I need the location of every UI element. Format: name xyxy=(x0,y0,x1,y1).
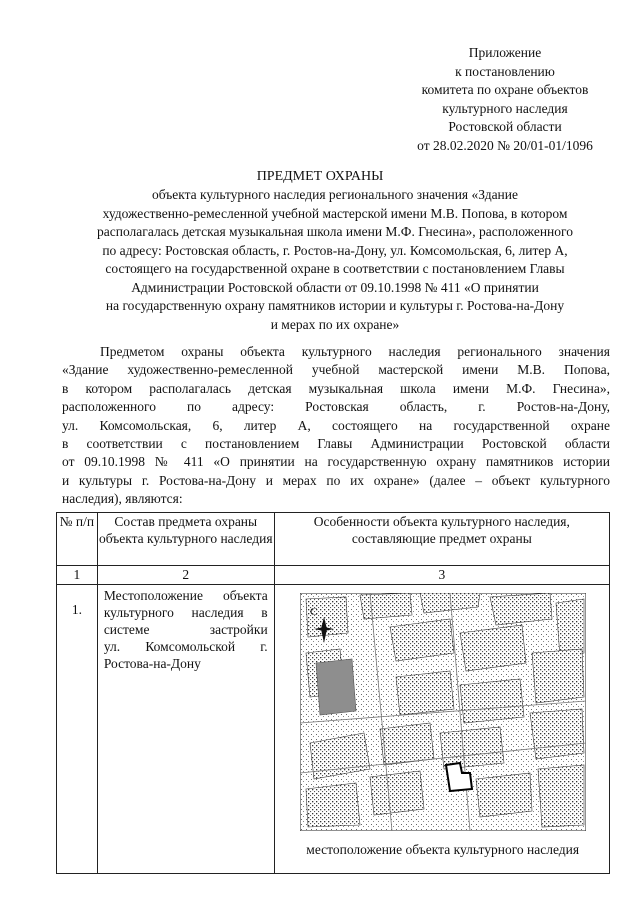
location-map xyxy=(300,593,586,831)
body-paragraph xyxy=(62,343,610,509)
body-line: и культуры г. Ростова-на-Дону и мерах по их охране» (далее – объект культурного xyxy=(62,472,610,488)
column-number-row xyxy=(57,566,610,585)
row-features xyxy=(274,585,609,874)
subject-line: культурного наследия в xyxy=(103,605,268,620)
appendix-line: Приложение xyxy=(468,45,542,60)
body-line: «Здание художественно-ремесленной учебной мастерской имени М.В. Попова, xyxy=(62,362,610,378)
body-line: наследия), являются: xyxy=(62,491,183,507)
body-line: от 09.10.1998 № 411 «О принятии на государственную охрану памятников истории xyxy=(62,454,610,470)
north-label: С xyxy=(309,606,318,618)
protection-table xyxy=(56,512,610,874)
body-line: в котором располагалась детская музыкальная школа имени М.Ф. Гнесина», xyxy=(62,380,610,396)
appendix-line: к постановлению xyxy=(455,63,555,79)
appendix-line: Ростовской области xyxy=(448,119,562,134)
highlighted-building xyxy=(316,659,356,715)
document-title: ПРЕДМЕТ ОХРАНЫ xyxy=(256,169,384,184)
column-number: 2 xyxy=(97,566,274,585)
table-row xyxy=(57,585,610,874)
document-subtitle xyxy=(60,186,610,334)
subtitle-line: художественно-ремесленной учебной мастерской имени М.В. Попова, в котором xyxy=(102,205,568,221)
table-header-row xyxy=(57,513,610,566)
subtitle-line: объекта культурного наследия регионального значения «Здание xyxy=(151,187,519,202)
body-line: Предметом охраны объекта культурного наследия регионального значения xyxy=(100,344,610,359)
subject-line: Ростова-на-Дону xyxy=(103,656,201,671)
body-line: расположенного по адресу: Ростовская область, г. Ростов-на-Дону, xyxy=(62,399,610,415)
column-number: 3 xyxy=(274,566,609,585)
appendix-line: комитета по охране объектов xyxy=(421,82,589,97)
header-number: № п/п xyxy=(57,513,98,566)
subtitle-line: состоящего на государственной охране в соответствии с постановлением Главы xyxy=(105,261,565,276)
map-caption: местоположение объекта культурного наследия xyxy=(306,842,580,857)
appendix-line: культурного наследия xyxy=(442,100,568,116)
location-map-svg xyxy=(300,593,586,831)
body-line: ул. Комсомольская, 6, литер А, состоящего на государственной охране xyxy=(62,417,610,433)
subtitle-line: и мерах по их охране» xyxy=(270,316,400,332)
row-number: 1. xyxy=(57,585,98,874)
subject-line: Местоположение объекта xyxy=(103,588,268,603)
appendix-block xyxy=(380,44,630,155)
subtitle-line: располагалась детская музыкальная школа имени М.Ф. Гнесина», расположенного xyxy=(97,224,573,239)
subject-line: системе застройки xyxy=(103,622,268,637)
row-subject xyxy=(97,585,274,874)
subtitle-line: Администрации Ростовской области от 09.10.1998 № 411 «О принятии xyxy=(131,279,539,295)
column-number: 1 xyxy=(57,566,98,585)
header-features: Особенности объекта культурного наследия, составляющие предмет охраны xyxy=(274,513,609,566)
appendix-line: от 28.02.2020 № 20/01-01/1096 xyxy=(417,137,593,153)
body-line: в соответствии с постановлением Главы Администрации Ростовской области xyxy=(62,436,610,452)
subject-line: ул. Комсомольской г. xyxy=(103,639,268,654)
subtitle-line: на государственную охрану памятников истории и культуры г. Ростова-на-Дону xyxy=(105,298,565,313)
subtitle-line: по адресу: Ростовская область, г. Ростов-на-Дону, ул. Комсомольская, 6, литер А, xyxy=(102,242,568,258)
header-subject: Состав предмета охраны объекта культурного наследия xyxy=(97,513,274,566)
